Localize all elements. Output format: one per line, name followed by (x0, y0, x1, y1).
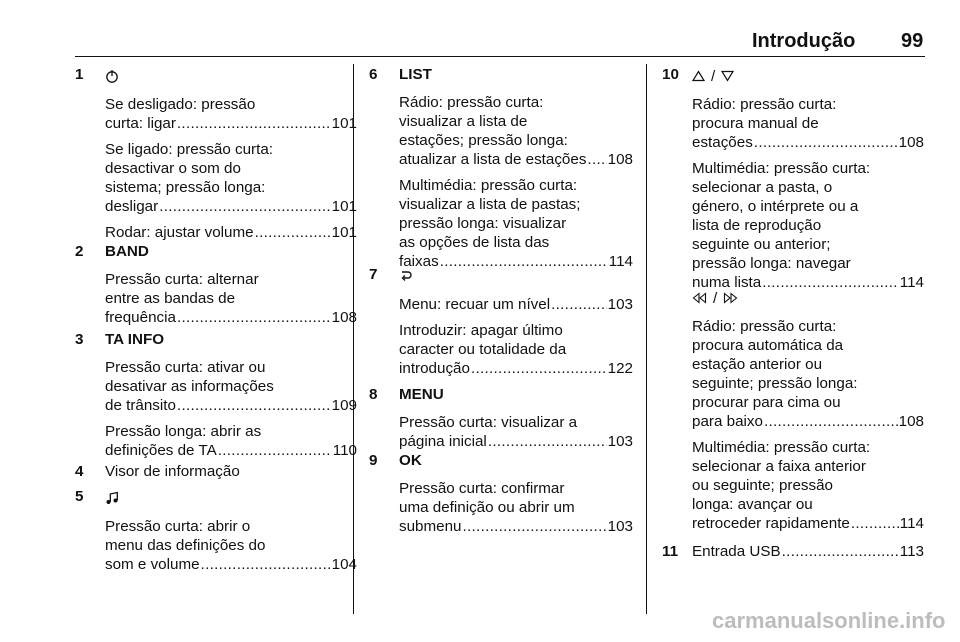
item-number: 2 (75, 243, 84, 260)
item-number: 8 (369, 386, 378, 403)
page-ref: 101 (331, 198, 357, 215)
page-header (0, 28, 960, 54)
list-item-5 (75, 487, 357, 577)
column-3 (662, 65, 926, 564)
description: Rádio: pressão curta: procura manual de estações ..... 108 (692, 95, 924, 152)
item-number: 4 (75, 463, 84, 480)
description: Rádio: pressão curta: visualizar a lista de estações; pressão longa: atualizar a lista de estações ..... 108 (399, 93, 633, 169)
description: Pressão longa: abrir as definições de TA ..... 110 (105, 422, 357, 460)
item-number: 1 (75, 66, 84, 83)
list-item-7 (369, 265, 639, 385)
page-number: 99 (901, 30, 924, 52)
back-arrow-icon (399, 265, 633, 287)
page-ref: 109 (331, 397, 357, 414)
seek-back-icon (692, 292, 707, 304)
description: Pressão curta: alternar entre as bandas de frequência ..... 108 (105, 270, 357, 327)
description: Introduzir: apagar último caracter ou totalidade da introdução ..... 122 (399, 321, 633, 378)
list-item-2 (75, 242, 357, 330)
description: Multimédia: pressão curta: visualizar a lista de pastas; pressão longa: visualizar as opções de lista das faixas ..... 114 (399, 176, 633, 271)
list-item-10 (662, 65, 926, 291)
page-ref: 103 (607, 296, 633, 313)
watermark: carmanualsonline.info (712, 608, 946, 633)
item-number: 10 (662, 66, 679, 83)
description: Multimédia: pressão curta: selecionar a faixa anterior ou seguinte; pressão longa: avançar ou retroceder rapidamente ..... 114 (692, 438, 924, 533)
column-divider-2 (646, 64, 647, 614)
page-ref: 113 (899, 543, 924, 560)
item-number: 3 (75, 331, 84, 348)
page-ref: 108 (331, 309, 357, 326)
page-ref: 108 (898, 134, 924, 151)
page-ref: 103 (607, 518, 633, 535)
description: Multimédia: pressão curta: selecionar a pasta, o género, o intérprete ou a lista de reprodução seguinte ou anterior; pressão longa: navegar numa lista ..... 114 (692, 159, 924, 292)
list-item-3 (75, 330, 357, 462)
button-label: TA INFO (105, 331, 165, 348)
page-ref: 114 (608, 253, 633, 270)
list-item-1 (75, 65, 357, 242)
list-item-6 (369, 65, 639, 270)
description: Pressão curta: confirmar uma definição ou abrir um submenu ..... 103 (399, 479, 633, 536)
description: Rodar: ajustar volume ..... 101 (105, 223, 357, 242)
description: Menu: recuar um nível ..... 103 (399, 295, 633, 314)
page-ref: 104 (331, 556, 357, 573)
item-number: 5 (75, 488, 84, 505)
page-ref: 114 (899, 274, 924, 291)
up-triangle-icon (692, 70, 705, 82)
description: Pressão curta: abrir o menu das definições do som e volume ..... 104 (105, 517, 357, 574)
music-note-icon (105, 487, 357, 509)
header-rule (75, 56, 925, 57)
item-number: 6 (369, 66, 378, 83)
button-label: LIST (399, 66, 432, 83)
page-ref: 108 (898, 413, 924, 430)
page-title: Introdução (752, 30, 856, 52)
column-1 (75, 65, 357, 577)
list-item-11: 11 Entrada USB ..... 113 (662, 542, 926, 564)
button-label: OK (399, 452, 422, 469)
list-item-4: 4 Visor de informação (75, 463, 240, 480)
list-item-9 (369, 451, 639, 541)
page-ref: 101 (331, 115, 357, 132)
description: Pressão curta: visualizar a página inicial ..... 103 (399, 413, 633, 451)
down-triangle-icon (721, 70, 734, 82)
description: Se desligado: pressão curta: ligar ..... 101 (105, 95, 357, 133)
seek-forward-icon (723, 292, 738, 304)
item-number: 11 (662, 543, 679, 560)
item-number: 9 (369, 452, 378, 469)
icon-separator: / (713, 289, 718, 307)
page-ref: 108 (607, 151, 633, 168)
description: Rádio: pressão curta: procura automática da estação anterior ou seguinte; pressão longa: procurar para cima ou para baixo ..... 108 (692, 317, 924, 431)
page-ref: 103 (607, 433, 633, 450)
page-ref: 122 (607, 360, 633, 377)
page-ref: 101 (331, 224, 357, 241)
item-number: 7 (369, 266, 378, 283)
page-ref: 110 (332, 442, 357, 459)
page-ref: 114 (899, 515, 924, 532)
power-icon (105, 65, 357, 87)
description: Pressão curta: ativar ou desativar as informações de trânsito ..... 109 (105, 358, 357, 415)
button-label: BAND (105, 243, 149, 260)
icon-separator: / (711, 67, 716, 85)
list-item-8 (369, 385, 639, 451)
list-item-seek (662, 287, 926, 542)
column-2 (369, 65, 639, 541)
description: Se ligado: pressão curta: desactivar o som do sistema; pressão longa: desligar ..... 101 (105, 140, 357, 216)
button-label: MENU (399, 386, 444, 403)
